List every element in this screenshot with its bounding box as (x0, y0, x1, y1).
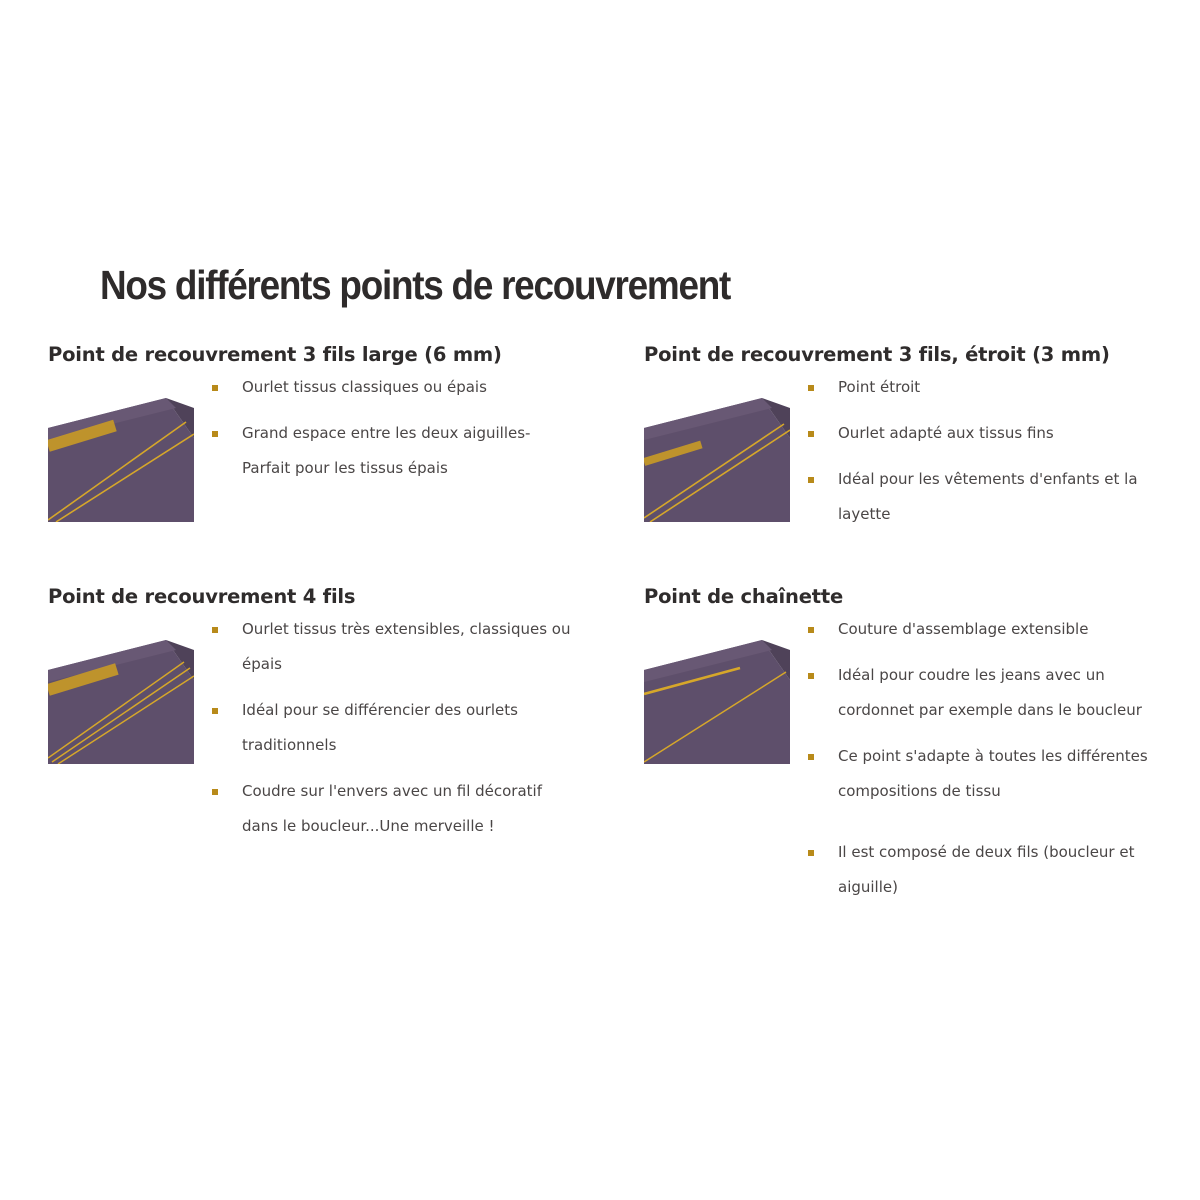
feature-list (210, 370, 580, 497)
list-item: Ourlet adapté aux tissus fins (806, 416, 1176, 451)
bullet-icon (212, 708, 218, 714)
list-item: Idéal pour se différencier des ourlets traditionnels (210, 693, 580, 763)
stitch-card-title: Point de recouvrement 3 fils, étroit (3 mm) (644, 343, 1110, 366)
stitch-card-title: Point de recouvrement 3 fils large (6 mm) (48, 343, 502, 366)
bullet-icon (212, 789, 218, 795)
list-item: Coudre sur l'envers avec un fil décoratif dans le boucleur...Une merveille ! (210, 774, 580, 844)
list-item: Idéal pour les vêtements d'enfants et la layette (806, 462, 1176, 532)
stitch-card-chainstitch (644, 584, 1200, 896)
list-item: Couture d'assemblage extensible (806, 612, 1176, 647)
stitch-card-4-thread (48, 584, 608, 835)
feature-list (210, 612, 580, 855)
bullet-icon (808, 673, 814, 679)
bullet-icon (212, 431, 218, 437)
list-item: Point étroit (806, 370, 1176, 405)
feature-list (806, 612, 1176, 916)
stitch-card-title: Point de recouvrement 4 fils (48, 585, 356, 608)
page-title: Nos différents points de recouvrement (100, 262, 731, 308)
list-item: Idéal pour coudre les jeans avec un cordonnet par exemple dans le boucleur (806, 658, 1176, 728)
bullet-icon (212, 627, 218, 633)
stitch-sample-image (644, 640, 790, 764)
bullet-icon (808, 431, 814, 437)
list-item: Il est composé de deux fils (boucleur et aiguille) (806, 835, 1176, 905)
stitch-sample-image (644, 398, 790, 522)
stitch-card-title: Point de chaînette (644, 585, 843, 608)
bullet-icon (808, 477, 814, 483)
list-item: Ourlet tissus très extensibles, classiques ou épais (210, 612, 580, 682)
bullet-icon (808, 627, 814, 633)
bullet-icon (212, 385, 218, 391)
list-item: Grand espace entre les deux aiguilles- Parfait pour les tissus épais (210, 416, 580, 486)
stitch-sample-image (48, 640, 194, 764)
bullet-icon (808, 385, 814, 391)
list-item: Ourlet tissus classiques ou épais (210, 370, 580, 405)
stitch-card-3-thread-narrow (644, 342, 1200, 523)
feature-list (806, 370, 1176, 543)
list-item: Ce point s'adapte à toutes les différentes compositions de tissu (806, 739, 1176, 809)
bullet-icon (808, 850, 814, 856)
stitch-card-3-thread-wide (48, 342, 608, 477)
bullet-icon (808, 754, 814, 760)
stitch-sample-image (48, 398, 194, 522)
